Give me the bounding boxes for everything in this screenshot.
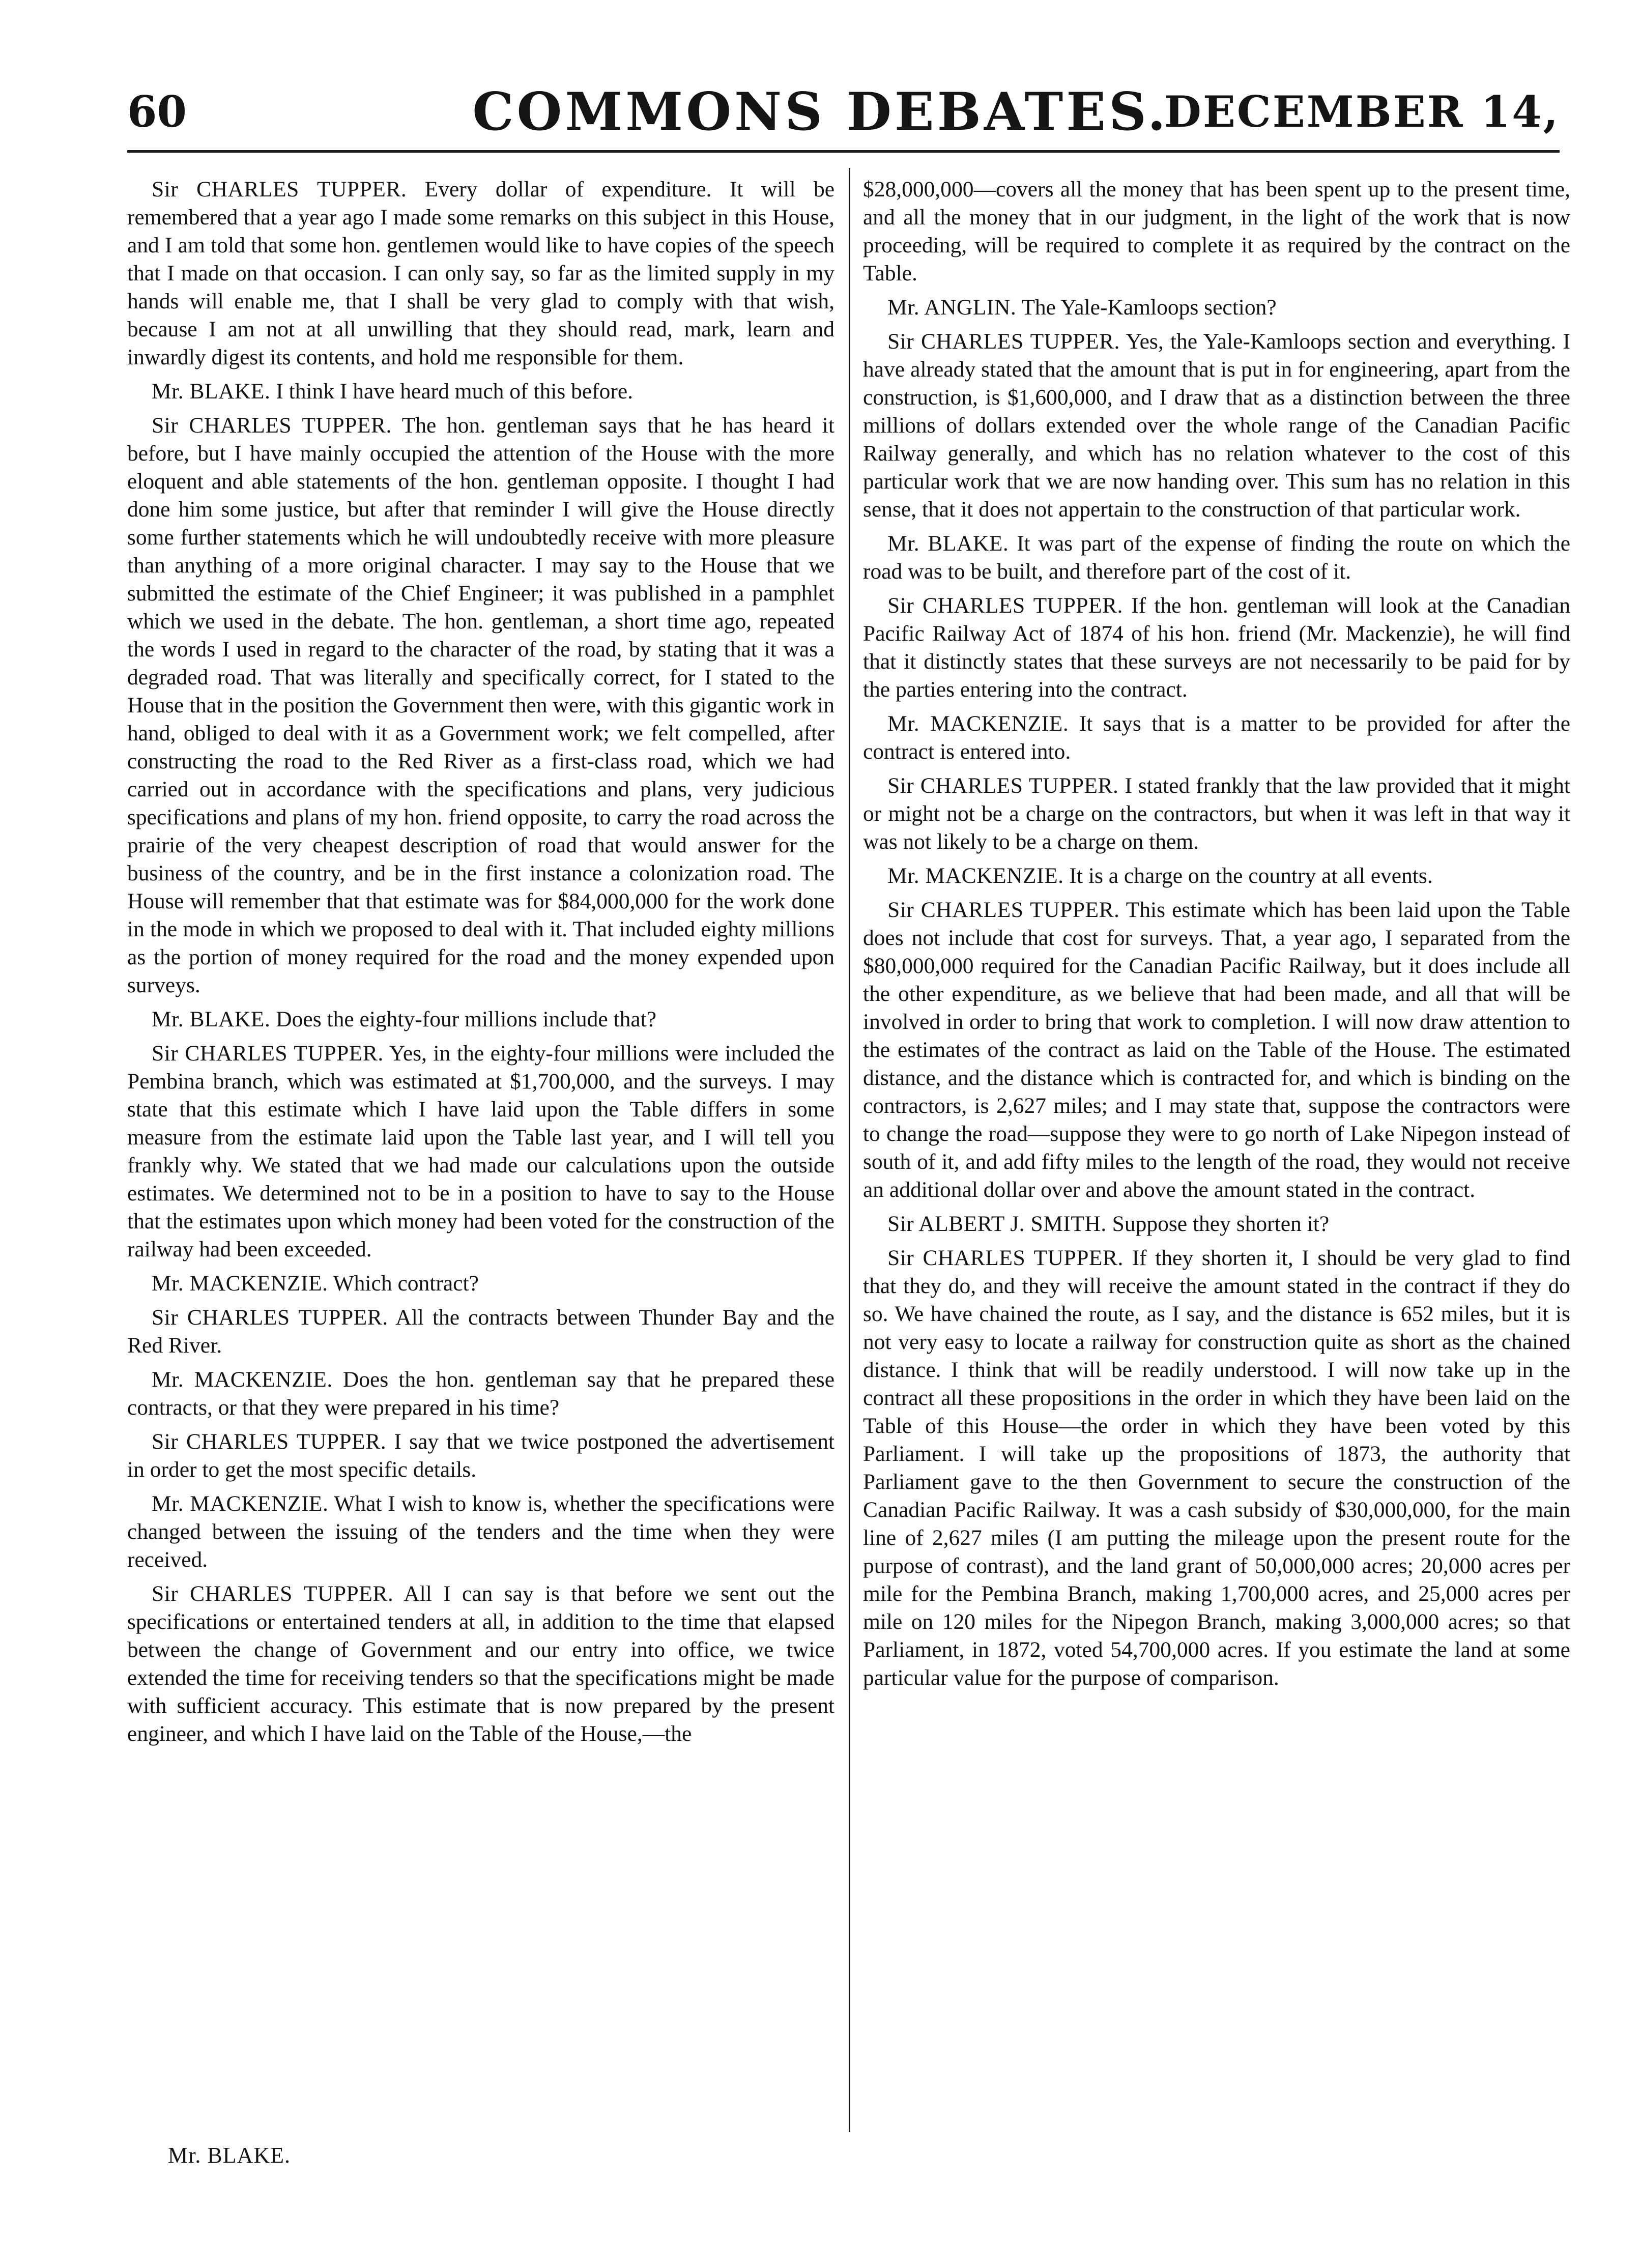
speech-text: This estimate which has been laid upon the Table does not include that cost for surveys. That, a year ago, I separated from the $80,000,000 required for the Canadian Pacific Railway, but it does include all the other expenditure, as we believe that had been made, and all that will be involved in order to bring that work to completion. I will now draw attention to the estimates of the contract as laid on the Table of the House. The estimated distance, and the distance which is contracted for, and which is binding on the contractors, is 2,627 miles; and I may state that, suppose the contractors were to change the road—suppose they were to go north of Lake Nipegon instead of south of it, and add fifty miles to the length of the road, they would not receive an additional dollar over and above the amount stated in the contract. bbox=[863, 898, 1570, 1202]
speech-text: I stated frankly that the law provided that it might or might not be a charge on the contractors, but when it was left in that way it was not likely to be a charge on them. bbox=[863, 773, 1570, 854]
paragraph bbox=[127, 1304, 834, 1360]
speaker-name: Mr. MACKENZIE. bbox=[152, 1271, 328, 1296]
journal-title: COMMONS DEBATES. bbox=[472, 81, 1169, 142]
speaker-name: Sir CHARLES TUPPER. bbox=[887, 329, 1120, 354]
paragraph bbox=[127, 176, 834, 371]
page-number: 60 bbox=[127, 87, 187, 137]
paragraph bbox=[127, 1040, 834, 1264]
speech-text: Yes, in the eighty-four millions were included the Pembina branch, which was estimated at $1,700,000, and the surveys. I may state that this estimate which I have laid upon the Table differs in some measure from the estimate laid upon the Table last year, and I will tell you frankly why. We stated that we had made our calculations upon the outside estimates. We determined not to be in a position to have to say to the House that the estimates upon which money had been voted for the construction of the railway had been exceeded. bbox=[127, 1041, 834, 1261]
speech-text: I say that we twice postponed the advertisement in order to get the most specific details. bbox=[127, 1429, 834, 1482]
catchword: Mr. BLAKE. bbox=[168, 2143, 291, 2168]
speech-text: It was part of the expense of finding the route on which the road was to be built, and therefore part of the cost of it. bbox=[863, 531, 1571, 584]
speaker-name: Sir CHARLES TUPPER. bbox=[887, 773, 1119, 798]
speaker-name: Sir CHARLES TUPPER. bbox=[152, 413, 392, 438]
paragraph bbox=[863, 1244, 1570, 1692]
speaker-name: Sir ALBERT J. SMITH. bbox=[887, 1212, 1107, 1236]
paragraph bbox=[863, 592, 1570, 704]
speech-text: If they shorten it, I should be very glad to find that they do, and they will receive the amount stated in the contract if they do so. We have chained the route, as I say, and the distance is 652 miles, but it is not very easy to locate a railway for construction quite as short as the chained distance. I think that will be readily understood. I will now take up in the contract all these propositions in the order in which they have been laid on the Table of this House—the order in which they have been voted by this Parliament. I will take up the propositions of 1873, the authority that Parliament gave to the then Government to secure the construction of the Canadian Pacific Railway. It was a cash subsidy of $30,000,000, for the main line of 2,627 miles (I am putting the mileage upon the present route for the purpose of contrast), and the land grant of 50,000,000 acres; 20,000 acres per mile for the Pembina Branch, making 1,700,000 acres, and 25,000 acres per mile on 120 miles for the Nipegon Branch, making 3,000,000 acres; so that Parliament, in 1872, voted 54,700,000 acres. If you estimate the land at some particular value for the purpose of comparison. bbox=[863, 1246, 1570, 1690]
speaker-name: Mr. BLAKE. bbox=[152, 1007, 271, 1031]
paragraph-continued bbox=[863, 176, 1570, 288]
speech-text: If the hon. gentleman will look at the Canadian Pacific Railway Act of 1874 of his hon. friend (Mr. Mackenzie), he will find that it distinctly states that these surveys are not necessarily to be paid for by the parties entering into the contract. bbox=[863, 593, 1571, 702]
paragraph bbox=[863, 710, 1570, 766]
speaker-name: Mr. BLAKE. bbox=[887, 531, 1009, 556]
speaker-name: Sir CHARLES TUPPER. bbox=[152, 1041, 384, 1066]
paragraph bbox=[127, 1270, 834, 1298]
issue-date: DECEMBER 14, bbox=[1164, 87, 1560, 137]
paragraph bbox=[127, 1580, 834, 1748]
paragraph bbox=[127, 1366, 834, 1422]
speaker-name: Sir CHARLES TUPPER. bbox=[152, 177, 407, 202]
speech-text: $28,000,000—covers all the money that has been spent up to the present time, and all the money that in our judgment, in the light of the work that is now proceeding, will be required to complete it as required by the contract on the Table. bbox=[863, 177, 1570, 285]
paragraph bbox=[863, 328, 1570, 524]
paragraph bbox=[863, 530, 1570, 586]
speaker-name: Sir CHARLES TUPPER. bbox=[152, 1305, 388, 1330]
speaker-name: Mr. BLAKE. bbox=[152, 379, 271, 404]
paragraph bbox=[127, 1490, 834, 1574]
speech-text: It says that is a matter to be provided for after the contract is entered into. bbox=[863, 711, 1571, 764]
right-column bbox=[863, 176, 1570, 1698]
paragraph bbox=[127, 1428, 834, 1484]
speaker-name: Sir CHARLES TUPPER. bbox=[887, 898, 1120, 922]
speech-text: All I can say is that before we sent out the specifications or entertained tenders at all, in addition to the time that elapsed between the change of Government and our entry into office, we twice extended the time for receiving tenders so that the specifications might be made with sufficient accuracy. This estimate that is now prepared by the present engineer, and which I have laid on the Table of the House,—the bbox=[127, 1582, 834, 1746]
speech-text: The hon. gentleman says that he has heard it before, but I have mainly occupied the attention of the House with the more eloquent and able statements of the hon. gentleman opposite. I thought I had done him some justice, but after that reminder I will give the House directly some further statements which he will undoubtedly receive with more pleasure than anything of a more original character. I may say to the House that we submitted the estimate of the Chief Engineer; it was published in a pamphlet which we used in the debate. The hon. gentleman, a short time ago, repeated the words I used in regard to the character of the road, by stating that it was a degraded road. That was literally and specifically correct, for I stated to the House that in the position the Government then were, with this gigantic work in hand, obliged to deal with it as a Government work; we felt compelled, after constructing the road to the Red River as a first-class road, which we had carried out in accordance with the specifications and plans, very judicious specifications and plans of my hon. friend opposite, to carry the road across the prairie of the very cheapest description of road that would answer for the business of the country, and be in the first instance a colonization road. The House will remember that that estimate was for $84,000,000 for the work done in the mode in which we proposed to deal with it. That included eighty millions as the portion of money required for the road and the money expended upon surveys. bbox=[127, 413, 834, 997]
speech-text: It is a charge on the country at all events. bbox=[1069, 864, 1433, 888]
header-rule bbox=[127, 150, 1560, 153]
speaker-name: Sir CHARLES TUPPER. bbox=[887, 1246, 1124, 1270]
paragraph bbox=[863, 772, 1570, 856]
speech-text: Which contract? bbox=[333, 1271, 479, 1296]
paragraph bbox=[127, 378, 834, 406]
speaker-name: Sir CHARLES TUPPER. bbox=[152, 1429, 387, 1454]
speech-text: The Yale-Kamloops section? bbox=[1021, 295, 1277, 320]
speaker-name: Mr. MACKENZIE. bbox=[152, 1491, 329, 1516]
speech-text: Does the eighty-four millions include that? bbox=[276, 1007, 657, 1031]
speech-text: I think I have heard much of this before. bbox=[276, 379, 634, 404]
speaker-name: Mr. MACKENZIE. bbox=[152, 1367, 333, 1392]
speech-text: Suppose they shorten it? bbox=[1112, 1212, 1330, 1236]
speech-text: Every dollar of expenditure. It will be remembered that a year ago I made some remarks on this subject in this House, and I am told that some hon. gentlemen would like to have copies of the speech that I made on that occasion. I can only say, so far as the limited supply in my hands will enable me, that I shall be very glad to comply with that wish, because I am not at all unwilling that they should read, mark, learn and inwardly digest its contents, and hold me responsible for them. bbox=[127, 177, 834, 369]
speaker-name: Sir CHARLES TUPPER. bbox=[152, 1582, 394, 1606]
page-header bbox=[0, 0, 1641, 168]
paragraph bbox=[863, 862, 1570, 890]
speaker-name: Mr. MACKENZIE. bbox=[887, 711, 1069, 736]
speech-text: Yes, the Yale-Kamloops section and everything. I have already stated that the amount that is put in for engineering, apart from the construction, is $1,600,000, and I draw that as a distinction between the three millions of dollars extended over the whole range of the Canadian Pacific Railway generally, and which has no relation whatever to the cost of this particular work that we are now handing over. This sum has no relation in this sense, that it does not appertain to the construction of that particular work. bbox=[863, 329, 1570, 522]
speech-text: What I wish to know is, whether the specifications were changed between the issuing of the tenders and the time when they were received. bbox=[127, 1491, 834, 1572]
paragraph bbox=[863, 294, 1570, 322]
speech-text: Does the hon. gentleman say that he prepared these contracts, or that they were prepared in his time? bbox=[127, 1367, 835, 1420]
speaker-name: Sir CHARLES TUPPER. bbox=[887, 593, 1123, 618]
paragraph bbox=[863, 1210, 1570, 1238]
paragraph bbox=[127, 1006, 834, 1033]
paragraph bbox=[863, 896, 1570, 1204]
left-column bbox=[127, 176, 834, 1754]
column-divider bbox=[849, 168, 850, 2132]
speaker-name: Mr. MACKENZIE. bbox=[887, 864, 1064, 888]
speaker-name: Mr. ANGLIN. bbox=[887, 295, 1017, 320]
speech-text: All the contracts between Thunder Bay and the Red River. bbox=[127, 1305, 834, 1358]
paragraph bbox=[127, 412, 834, 999]
